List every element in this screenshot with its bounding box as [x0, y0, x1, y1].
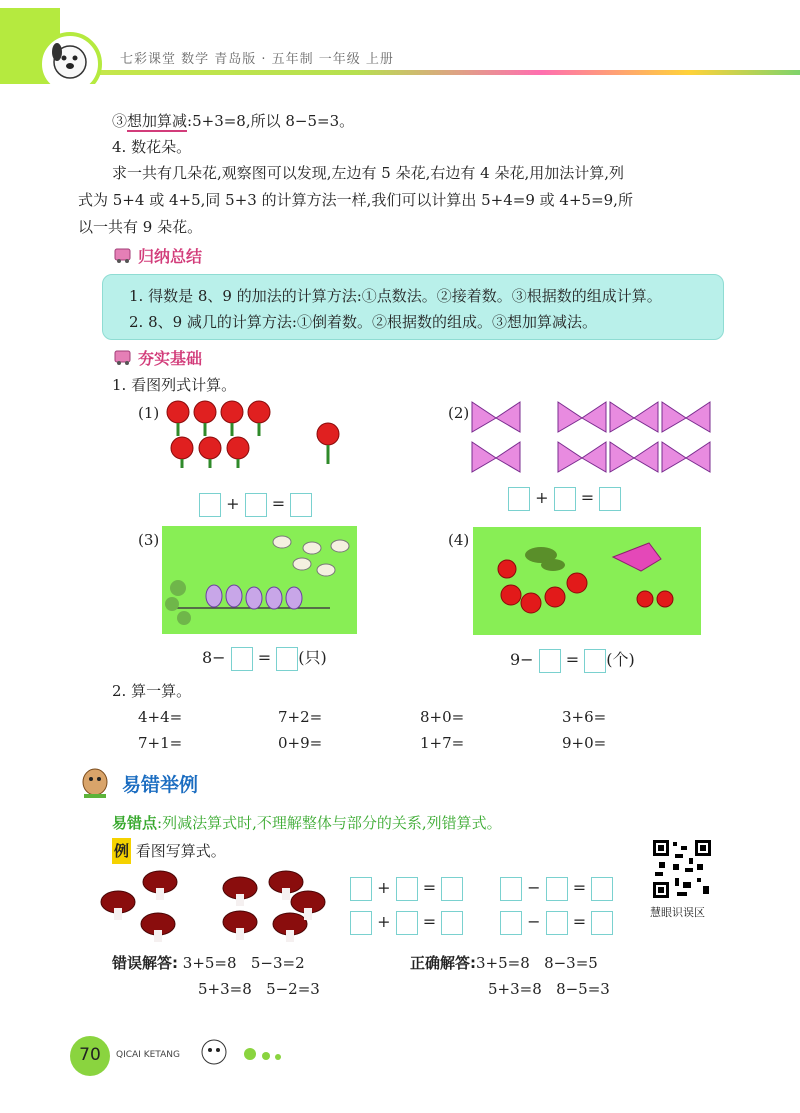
answer-box[interactable]: [508, 487, 530, 511]
equals-sign: =: [580, 488, 595, 507]
answer-box[interactable]: [231, 647, 253, 671]
calc-item: 0+9=: [278, 734, 323, 752]
minus-sign: −: [527, 912, 541, 931]
answer-box[interactable]: [554, 487, 576, 511]
plus-sign: +: [535, 488, 549, 507]
answer-box[interactable]: [199, 493, 221, 517]
calc-item: 4+4=: [138, 708, 183, 726]
example-line: [112, 838, 226, 864]
right-answer-2: 5+3=8 8−5=3: [488, 980, 610, 998]
intro-line-1: [112, 108, 354, 134]
calc-item: 7+1=: [138, 734, 183, 752]
answer-box[interactable]: [539, 649, 561, 673]
answer-box[interactable]: [500, 911, 522, 935]
summary-box: [102, 274, 724, 340]
summary-line-1: 1. 得数是 8、9 的加法的计算方法:①点数法。②接着数。③根据数的组成计算。: [129, 287, 662, 305]
wrong-answer-2: 5+3=8 5−2=3: [198, 980, 320, 998]
answer-box[interactable]: [441, 877, 463, 901]
answer-box[interactable]: [350, 877, 372, 901]
equation-4: [510, 646, 635, 674]
equation-3: [202, 644, 327, 672]
item-4-heading: 4. 数花朵。: [112, 138, 192, 156]
equals-sign: =: [572, 878, 587, 897]
answer-box[interactable]: [396, 911, 418, 935]
calc-item: 8+0=: [420, 708, 465, 726]
circled-number: ③: [112, 112, 128, 130]
paragraph-line: 式为 5+4 或 4+5,同 5+3 的计算方法一样,我们可以计算出 5+4=9 或 4+5=9,所: [78, 191, 633, 209]
plus-sign: +: [226, 494, 240, 513]
equals-sign: =: [422, 912, 437, 931]
butterflies-image: [470, 398, 715, 478]
error-point: [112, 810, 502, 836]
mascot-icon: [76, 764, 114, 802]
right-line: 3+5=8 8−3=5: [476, 954, 598, 972]
answer-box[interactable]: [276, 647, 298, 671]
wrong-answer-1: [112, 950, 305, 976]
page-number: 70: [79, 1045, 101, 1065]
problem-label: (2): [448, 404, 470, 422]
example-equation: [500, 874, 613, 902]
basics-title: 夯实基础: [138, 349, 203, 368]
plus-sign: +: [377, 878, 391, 897]
equals-sign: =: [257, 648, 272, 667]
problem-label: (4): [448, 531, 470, 549]
answer-box[interactable]: [290, 493, 312, 517]
roses-image: [160, 398, 360, 470]
example-equation: [350, 908, 463, 936]
unit-label: (只): [298, 648, 327, 667]
problem-label: (3): [138, 531, 160, 549]
emphasis-text: 想加算减: [127, 112, 188, 130]
answer-box[interactable]: [441, 911, 463, 935]
footer-mascot-icon: [196, 1032, 296, 1072]
equation-start: 9−: [510, 650, 534, 669]
answer-box[interactable]: [584, 649, 606, 673]
error-point-text: :列减法算式时,不理解整体与部分的关系,列错算式。: [157, 814, 502, 832]
equation-start: 8−: [202, 648, 226, 667]
answer-box[interactable]: [245, 493, 267, 517]
answer-box[interactable]: [396, 877, 418, 901]
equals-sign: =: [572, 912, 587, 931]
example-text: 看图写算式。: [131, 842, 226, 860]
mushrooms-image: [100, 868, 340, 948]
section-icon: [112, 246, 134, 264]
section-icon: [112, 348, 134, 366]
unit-label: (个): [606, 650, 635, 669]
right-label: 正确解答:: [410, 954, 476, 972]
wrong-line: 3+5=8 5−3=2: [182, 954, 305, 972]
answer-box[interactable]: [591, 911, 613, 935]
calc-item: 1+7=: [420, 734, 465, 752]
answer-box[interactable]: [591, 877, 613, 901]
equals-sign: =: [271, 494, 286, 513]
answer-box[interactable]: [546, 911, 568, 935]
calc-item: 3+6=: [562, 708, 607, 726]
question-1: 1. 看图列式计算。: [112, 376, 237, 394]
header-title: 七彩课堂 数学 青岛版 · 五年制 一年级 上册: [120, 52, 394, 67]
paragraph-line: 求一共有几朵花,观察图可以发现,左边有 5 朵花,右边有 4 朵花,用加法计算,列: [112, 164, 625, 182]
minus-sign: −: [527, 878, 541, 897]
calc-item: 9+0=: [562, 734, 607, 752]
cherries-image: [473, 527, 701, 635]
right-answer-1: [410, 950, 598, 976]
answer-box[interactable]: [599, 487, 621, 511]
equation-2: [508, 484, 621, 512]
calc-item: 7+2=: [278, 708, 323, 726]
header-banner: [0, 0, 800, 84]
paragraph-line: 以一共有 9 朵花。: [78, 218, 203, 236]
example-tag: 例: [112, 838, 131, 864]
summary-title: 归纳总结: [138, 247, 203, 266]
wrong-label: 错误解答:: [112, 954, 178, 972]
errors-title: 易错举例: [122, 774, 199, 796]
example-equation: [500, 908, 613, 936]
intro-line-1-rest: :5+3=8,所以 8−5=3。: [187, 112, 355, 130]
answer-box[interactable]: [500, 877, 522, 901]
example-equation: [350, 874, 463, 902]
qr-caption: 慧眼识误区: [650, 906, 705, 919]
answer-box[interactable]: [546, 877, 568, 901]
answer-box[interactable]: [350, 911, 372, 935]
birds-image: [162, 526, 357, 634]
equals-sign: =: [565, 650, 580, 669]
equation-1: [199, 490, 312, 518]
question-2: 2. 算一算。: [112, 682, 192, 700]
summary-line-2: 2. 8、9 减几的计算方法:①倒着数。②根据数的组成。③想加算减法。: [129, 313, 597, 331]
equals-sign: =: [422, 878, 437, 897]
plus-sign: +: [377, 912, 391, 931]
qr-code-icon[interactable]: [651, 838, 713, 900]
error-point-label: 易错点: [112, 814, 158, 832]
brand-footer: QICAI KETANG: [116, 1050, 180, 1060]
problem-label: (1): [138, 404, 160, 422]
